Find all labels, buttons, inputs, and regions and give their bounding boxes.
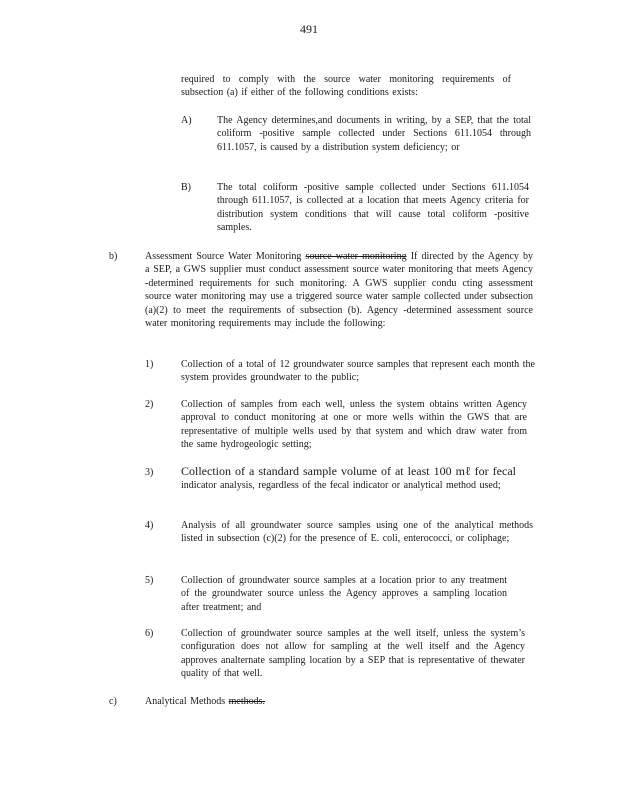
item-1-text: Collection of a total of 12 groundwater source samples that represent each month the system provides groundwater to the public; bbox=[181, 359, 535, 384]
item-2-text: Collection of samples from each well, unless the system obtains written Agency approval to conduct monitoring at one or more wells within the GWS that are representative of multiple wells used by that system and which draw water from the same hydrogeologic setting; bbox=[181, 399, 527, 451]
item-6-text: Collection of groundwater source samples at the well itself, unless the system’s configuration does not allow for sampling at the well itself and the Agency approves analternate sampling location by a SEP that is representative of thewater quality of that well. bbox=[181, 628, 525, 680]
condition-b-label: B) bbox=[181, 182, 191, 193]
section-b-body: If directed by the Agency by a SEP, a GWS supplier must conduct assessment source water monitoring that meets Agency -determined requirements for such monitoring. A GWS supplier condu cting assessment source water monitoring may use a triggered source water sample collected under subsection (a)(2) to meet the requirements of subsection (b). Agency -determined assessment source water monitoring requirements may include the following: bbox=[145, 251, 534, 330]
section-c-paragraph bbox=[145, 695, 405, 708]
item-6-label: 6) bbox=[145, 628, 154, 639]
item-4-label: 4) bbox=[145, 520, 154, 531]
page-number: 491 bbox=[300, 22, 318, 36]
section-b-heading: Assessment Source Water Monitoring bbox=[145, 251, 302, 262]
section-b-label: b) bbox=[109, 251, 118, 262]
item-2-label: 2) bbox=[145, 399, 154, 410]
condition-a-label: A) bbox=[181, 115, 192, 126]
item-5-text: Collection of groundwater source samples at a location prior to any treatment of the groundwater source unless the Agency approves a sampling location after treatment; and bbox=[181, 575, 507, 613]
item-3-text bbox=[181, 464, 525, 492]
item-1-label: 1) bbox=[145, 359, 154, 370]
item-3-label: 3) bbox=[145, 467, 154, 478]
condition-a-text: The Agency determines,and documents in writing, by a SEP, that the total coliform -positive sample collected under Sections 611.1054 through 611.1057, is caused by a distribution system deficiency; or bbox=[217, 115, 531, 153]
section-c-label: c) bbox=[109, 696, 117, 707]
item-3-lead: Collection of a standard sample volume of at least 100 mℓ for fecal bbox=[181, 464, 516, 478]
section-b-struck-text: source water monitoring bbox=[305, 251, 407, 262]
section-c-heading: Analytical Methods bbox=[145, 696, 226, 707]
section-b-paragraph bbox=[145, 250, 533, 330]
condition-b-text: The total coliform -positive sample collected under Sections 611.1054 through 611.1057, is collected at a location that meets Agency criteria for distribution system conditions that will cause total coliform -positive samples. bbox=[217, 182, 529, 234]
section-c-struck-text: methods. bbox=[228, 696, 266, 707]
item-4-text: Analysis of all groundwater source samples using one of the analytical methods listed in subsection (c)(2) for the presence of E. coli, enterococci, or coliphage; bbox=[181, 520, 533, 545]
intro-paragraph: required to comply with the source water monitoring requirements of subsection (a) if either of the following conditions exists: bbox=[181, 74, 511, 99]
item-5-label: 5) bbox=[145, 575, 154, 586]
item-3-body: indicator analysis, regardless of the fecal indicator or analytical method used; bbox=[181, 480, 501, 491]
